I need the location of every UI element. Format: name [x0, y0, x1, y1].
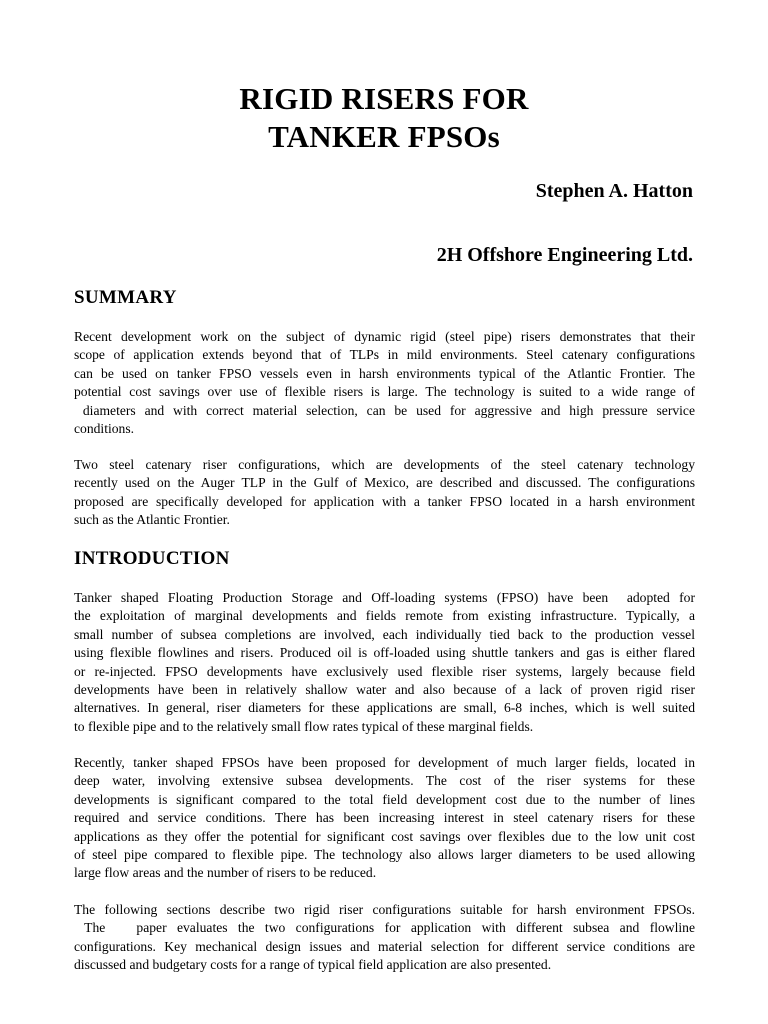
- text-line: required and service conditions. There has been increasing interest in steel catenary risers for these: [74, 810, 695, 826]
- text-line: large flow areas and the number of risers to be reduced.: [74, 865, 377, 881]
- summary-paragraph-1: [74, 328, 695, 438]
- text-line: deep water, involving extensive subsea developments. The cost of the riser systems for these: [74, 773, 695, 789]
- text-line: can be used on tanker FPSO vessels even in harsh environments typical of the Atlantic Frontier. The: [74, 365, 695, 381]
- text-line: or re-injected. FPSO developments have exclusively used flexible riser systems, largely because field: [74, 663, 695, 679]
- text-line: using flexible flowlines and risers. Produced oil is off-loaded using shuttle tankers and gas is either flared: [74, 645, 695, 661]
- text-line: scope of application extends beyond that of TLPs in mild environments. Steel catenary configurations: [74, 347, 695, 363]
- text-line: Tanker shaped Floating Production Storage and Off-loading systems (FPSO) have been adopted for: [74, 590, 695, 605]
- text-line: The paper evaluates the two configurations for application with different subsea and flowline: [74, 920, 695, 936]
- text-line: discussed and budgetary costs for a range of typical field application are also presented.: [74, 957, 552, 973]
- text-line: potential cost savings over use of flexible risers is large. The technology is suited to a wide range of: [74, 384, 695, 400]
- title-line-2: TANKER FPSOs: [268, 119, 500, 154]
- text-line: developments is significant compared to the total field development cost due to the number of lines: [74, 791, 695, 807]
- text-line: developments have been in relatively shallow water and also because of a lack of proven rigid riser: [74, 682, 695, 698]
- text-line: to flexible pipe and to the relatively small flow rates typical of these marginal fields.: [74, 718, 534, 734]
- introduction-paragraph-1: [74, 589, 695, 736]
- text-line: applications as they offer the potential for significant cost savings over flexibles due to the low unit cost: [74, 828, 695, 844]
- text-line: Recently, tanker shaped FPSOs have been proposed for development of much larger fields, located in: [74, 755, 695, 770]
- text-line: The following sections describe two rigid riser configurations suitable for harsh environment FPSOs.: [74, 902, 695, 917]
- text-line: such as the Atlantic Frontier.: [74, 512, 230, 528]
- introduction-paragraph-2: [74, 754, 695, 883]
- section-heading-summary: SUMMARY: [74, 287, 177, 308]
- text-line: alternatives. In general, riser diameters for these applications are small, 6-8 inches, which is well suited: [74, 700, 695, 716]
- text-line: diameters and with correct material selection, can be used for aggressive and high pressure service: [74, 402, 695, 418]
- text-line: small number of subsea completions are involved, each individually tied back to the production vessel: [74, 626, 695, 642]
- author-name: Stephen A. Hatton: [535, 180, 693, 202]
- text-line: Two steel catenary riser configurations, which are developments of the steel catenary technology: [74, 457, 695, 472]
- text-line: proposed are specifically developed for application with a tanker FPSO located in a harsh environment: [74, 493, 695, 509]
- author-affiliation: 2H Offshore Engineering Ltd.: [436, 244, 693, 266]
- text-line: the exploitation of marginal developments and fields remote from existing infrastructure. Typically, a: [74, 608, 695, 624]
- text-line: recently used on the Auger TLP in the Gulf of Mexico, are described and discussed. The configurations: [74, 475, 695, 491]
- text-line: conditions.: [74, 421, 135, 437]
- text-line: of steel pipe compared to flexible pipe. The technology also allows larger diameters to be used allowing: [74, 847, 695, 863]
- paper-title: [0, 80, 768, 156]
- summary-paragraph-2: [74, 456, 695, 530]
- text-line: configurations. Key mechanical design issues and material selection for different service conditions are: [74, 938, 695, 954]
- text-line: Recent development work on the subject of dynamic rigid (steel pipe) risers demonstrates that their: [74, 329, 695, 344]
- introduction-paragraph-3: [74, 901, 695, 975]
- section-heading-introduction: INTRODUCTION: [74, 548, 230, 569]
- title-line-1: RIGID RISERS FOR: [239, 81, 529, 116]
